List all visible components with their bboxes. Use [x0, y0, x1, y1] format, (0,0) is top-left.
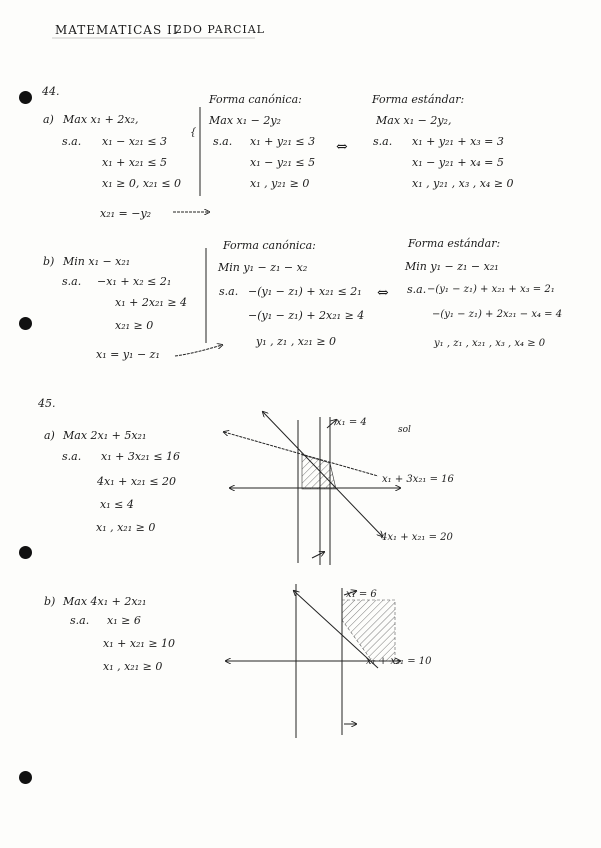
subject-to: s.a.: [62, 275, 82, 288]
subject-to: s.a.: [219, 285, 239, 298]
graph-45b: [226, 584, 432, 738]
canonical-constraint: −(y₁ − z₁) + x₂₁ ≤ 2₁: [248, 285, 362, 298]
standard-objective: Max x₁ − 2y₂,: [376, 114, 452, 127]
equivalence-arrow: ⇔: [336, 139, 348, 155]
canonical-constraint: y₁ , z₁ , x₂₁ ≥ 0: [256, 335, 337, 348]
objective: Max 4x₁ + 2x₂₁: [63, 595, 147, 608]
constraint: x₁ ≥ 6: [107, 614, 141, 627]
wavy-mark: {: [190, 127, 197, 138]
canonical-constraint: x₁ + y₂₁ ≤ 3: [250, 135, 316, 148]
standard-constraint: x₁ , y₂₁ , x₃ , x₄ ≥ 0: [412, 177, 514, 190]
constraint: x₁ + 3x₂₁ ≤ 16: [101, 450, 181, 463]
graph-label: x₁ = 4: [336, 417, 367, 428]
direction-arrow: [312, 552, 324, 558]
standard-constraint: −(y₁ − z₁) + x₂₁ + x₃ = 2₁: [427, 284, 555, 295]
feasible-region: [342, 600, 395, 661]
subject-to: s.a.: [213, 135, 233, 148]
objective: Min x₁ − x₂₁: [63, 255, 131, 268]
graph-label: x₁ + x₂₁ = 10: [366, 656, 432, 667]
subject-to: s.a.: [62, 450, 82, 463]
feasible-region: [302, 455, 336, 489]
graph-label: x₁ + 3x₂₁ = 16: [382, 474, 454, 485]
constraint: x₂₁ ≥ 0: [115, 319, 154, 332]
page-subtitle: 2DO PARCIAL: [175, 23, 265, 36]
canonical-constraint: x₁ − y₂₁ ≤ 5: [250, 156, 316, 169]
constraint: x₁ , x₂₁ ≥ 0: [103, 660, 163, 673]
problem-number: 44.: [42, 85, 60, 98]
constraint: x₁ + x₂₁ ≥ 10: [103, 637, 176, 650]
constraint: x₁ + x₂₁ ≤ 5: [102, 156, 168, 169]
canonical-objective: Min y₁ − z₁ − x₂: [218, 261, 308, 274]
problem-number: 45.: [38, 397, 56, 410]
substitution-arrow: [175, 345, 222, 356]
constraint-line-4x1-x2-20: [263, 412, 382, 536]
part-label: a): [43, 113, 54, 126]
standard-objective: Min y₁ − z₁ − x₂₁: [405, 260, 499, 273]
subject-to: s.a.: [62, 135, 82, 148]
constraint: x₁ ≥ 0, x₂₁ ≤ 0: [102, 177, 182, 190]
subject-to: s.a.: [373, 135, 393, 148]
graph-45a: [224, 412, 455, 565]
constraint: x₁ ≤ 4: [100, 498, 134, 511]
canonical-constraint: −(y₁ − z₁) + 2x₂₁ ≥ 4: [248, 309, 365, 322]
constraint: x₁ , x₂₁ ≥ 0: [96, 521, 156, 534]
constraint: x₁ + 2x₂₁ ≥ 4: [115, 296, 188, 309]
equivalence-arrow: ⇔: [377, 285, 389, 301]
part-label: a): [44, 429, 55, 442]
graph-label: 4x₁ + x₂₁ = 20: [381, 532, 453, 543]
graph-label: x₁ = 6: [346, 589, 377, 600]
constraint-line-x1-3x2-16: [224, 432, 378, 476]
canonical-form-title: Forma canónica:: [223, 239, 316, 252]
objective: Max x₁ + 2x₂,: [63, 113, 139, 126]
constraint: x₁ − x₂₁ ≤ 3: [102, 135, 168, 148]
standard-form-title: Forma estándar:: [372, 93, 465, 106]
standard-constraint: y₁ , z₁ , x₂₁ , x₃ , x₄ ≥ 0: [434, 338, 546, 349]
direction-arrow: [327, 420, 336, 428]
subject-to: s.a.: [70, 614, 90, 627]
substitution: x₁ = y₁ − z₁: [96, 348, 160, 361]
standard-constraint: x₁ − y₂₁ + x₄ = 5: [412, 156, 504, 169]
standard-constraint: x₁ + y₂₁ + x₃ = 3: [412, 135, 504, 148]
canonical-form-title: Forma canónica:: [209, 93, 302, 106]
substitution: x₂₁ = −y₂: [100, 207, 152, 220]
objective: Max 2x₁ + 5x₂₁: [63, 429, 147, 442]
subject-to: s.a.: [407, 283, 427, 296]
standard-constraint: −(y₁ − z₁) + 2x₂₁ − x₄ = 4: [432, 309, 563, 320]
constraint: −x₁ + x₂ ≤ 2₁: [97, 275, 172, 288]
canonical-objective: Max x₁ − 2y₂: [209, 114, 281, 127]
graph-note: sol: [398, 425, 411, 435]
constraint: 4x₁ + x₂₁ ≤ 20: [97, 475, 177, 488]
page-title: MATEMATICAS II: [55, 23, 179, 37]
part-label: b): [43, 255, 55, 268]
canonical-constraint: x₁ , y₂₁ ≥ 0: [250, 177, 310, 190]
standard-form-title: Forma estándar:: [408, 237, 501, 250]
part-label: b): [44, 595, 56, 608]
